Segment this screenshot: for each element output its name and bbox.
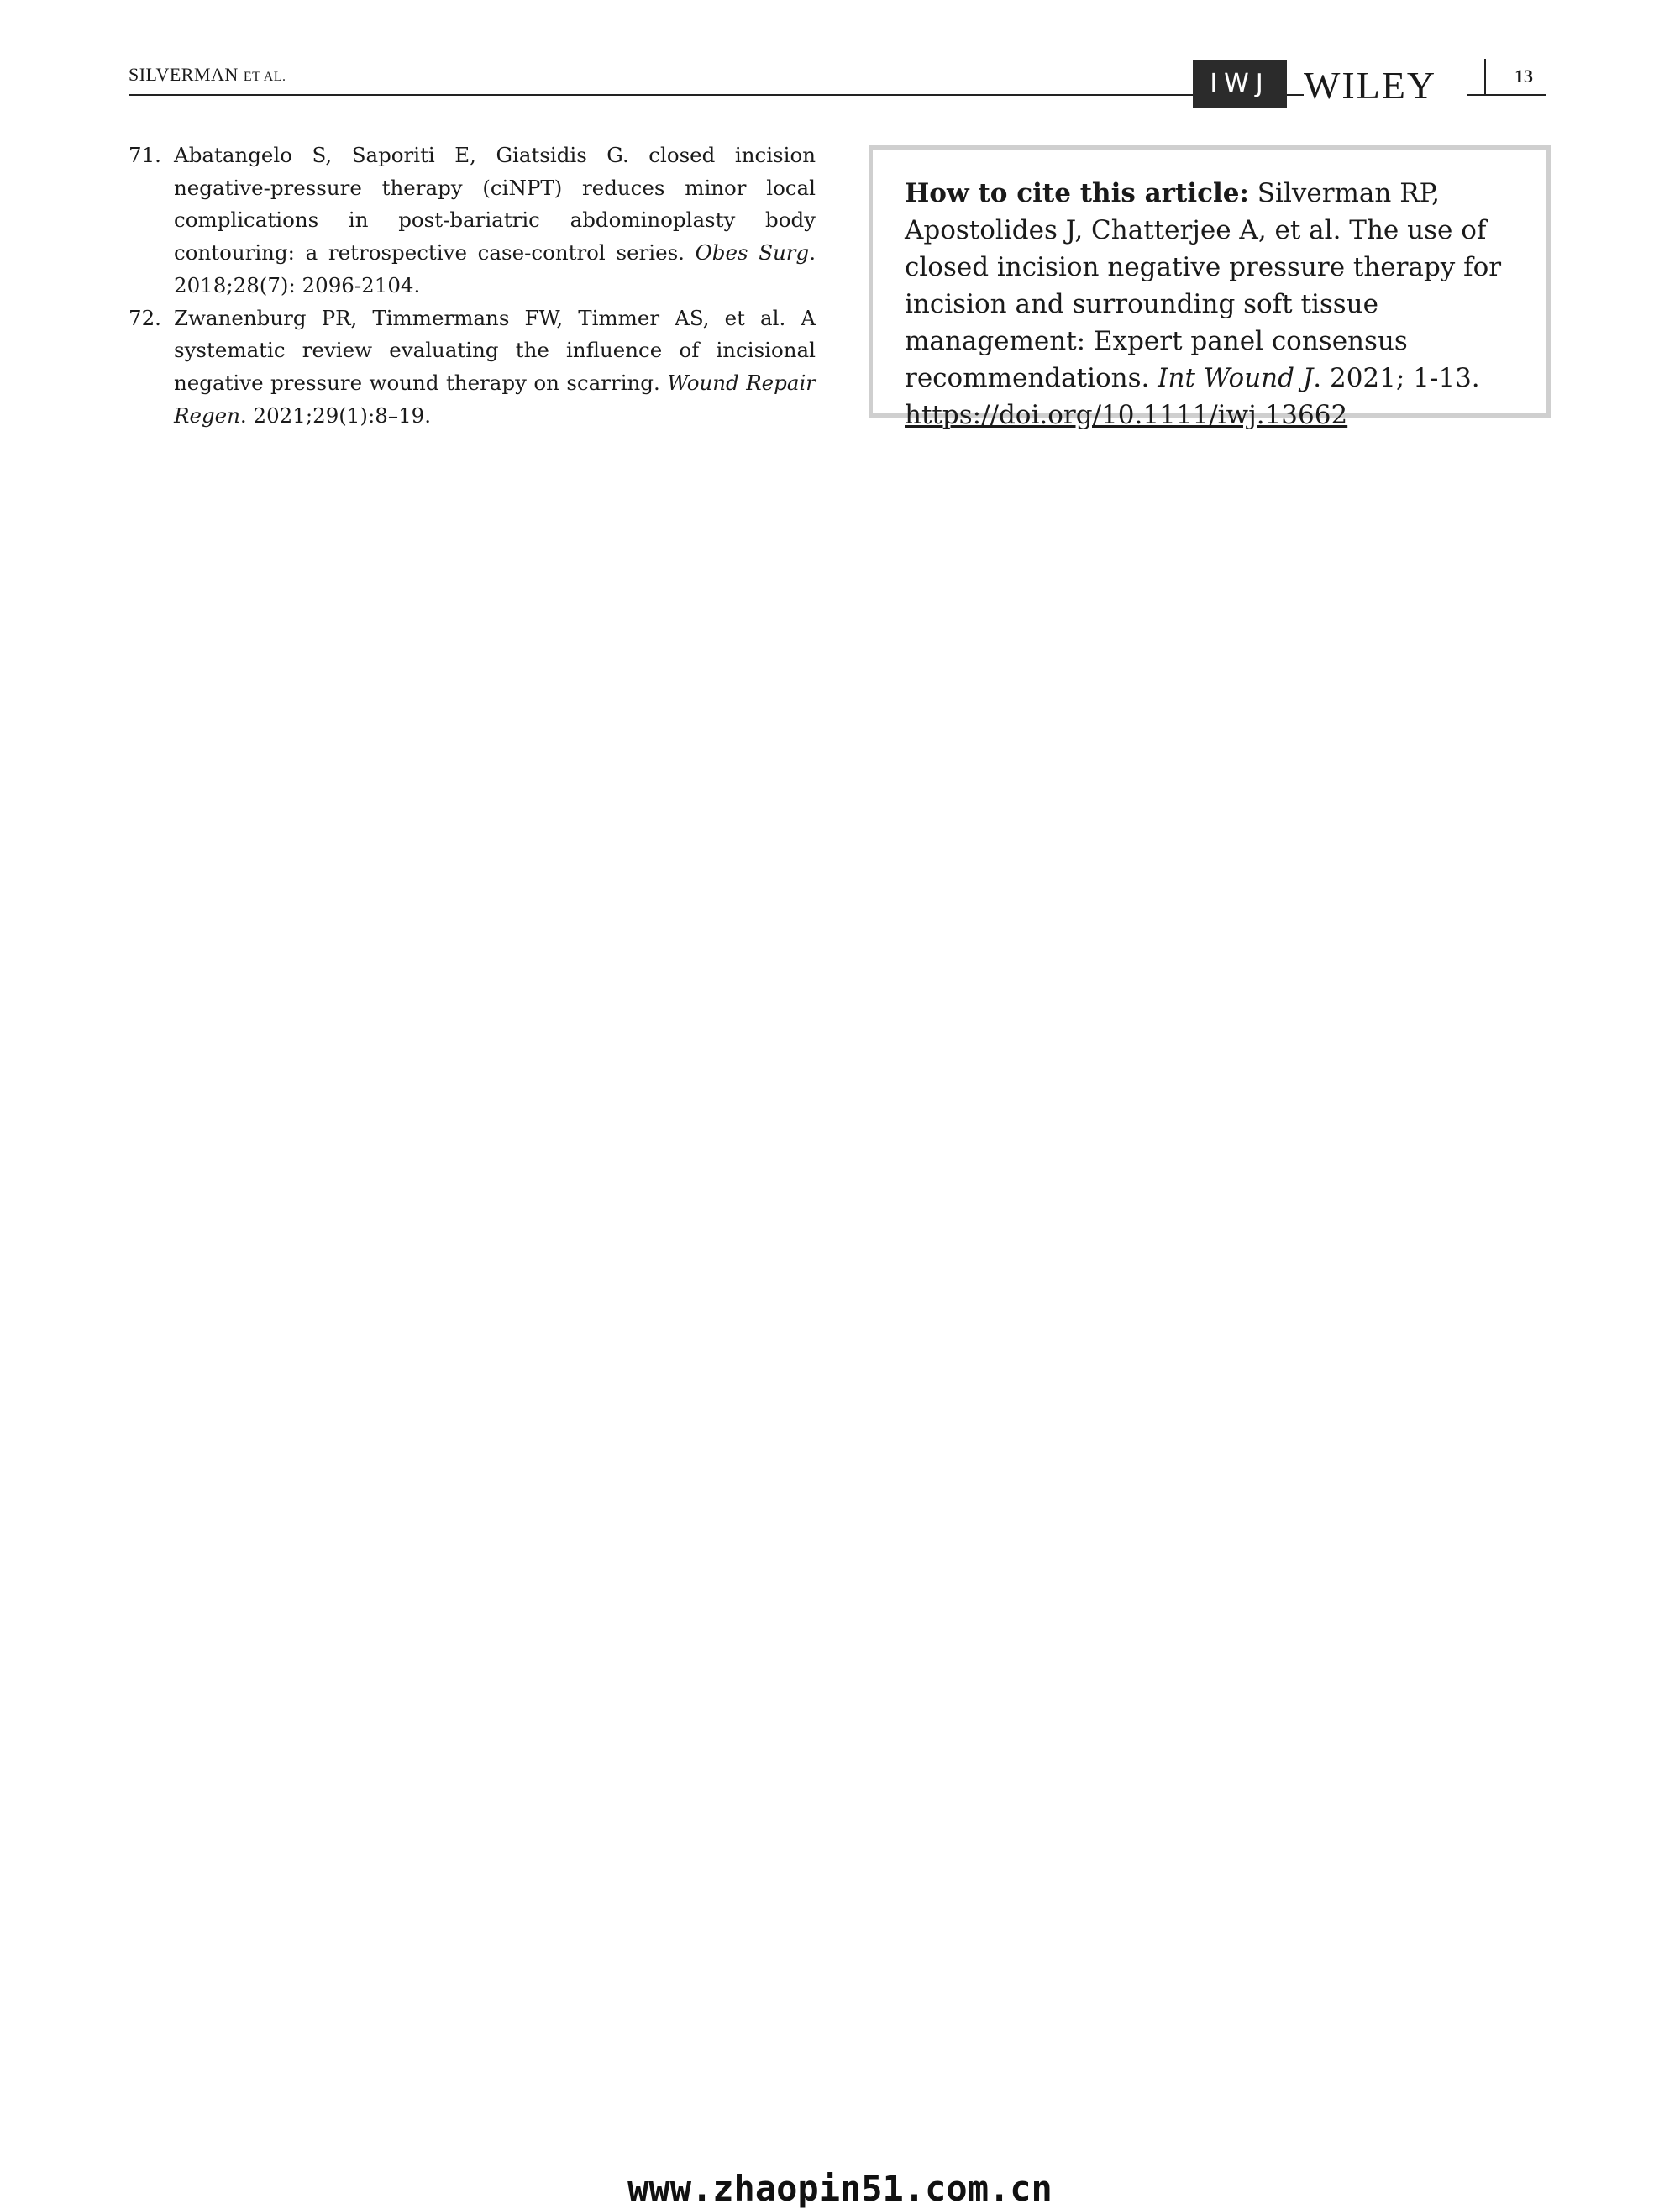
logo-rule-right (1467, 94, 1546, 96)
reference-details: . 2021;29(1):8–19. (239, 402, 432, 428)
reference-text: Zwanenburg PR, Timmermans FW, Timmer AS, et al. A systematic review evaluating the influence of incisional negative pressure wound therapy on scarring. (174, 305, 816, 395)
citation-year-pages: . 2021; 1-13. (1313, 363, 1480, 393)
reference-number: 71. (129, 143, 161, 167)
header-rule (129, 94, 1208, 96)
reference-item (129, 302, 816, 433)
running-head (129, 64, 286, 86)
header-divider (1484, 59, 1486, 96)
citation-text: Silverman RP, Apostolides J, Chatterjee A, et al. The use of closed incision negative pressure therapy for incision and surrounding soft tissue management: Expert panel consensus recommendations. (905, 178, 1502, 393)
citation-lead: How to cite this article: (905, 178, 1249, 208)
citation-box (869, 145, 1551, 430)
reference-details: . 2018;28(7): 2096-2104. (174, 240, 816, 297)
reference-text: Abatangelo S, Saporiti E, Giatsidis G. closed incision negative-pressure therapy (ciNPT) reduces minor local complications in post-bariatric abdominoplasty body contouring: a retrospective case-control series. (174, 143, 816, 266)
reference-number: 72. (129, 305, 161, 330)
watermark: www.zhaopin51.com.cn (627, 2168, 1053, 2209)
reference-journal: Obes Surg (695, 240, 810, 266)
page-number: 13 (1515, 66, 1533, 87)
running-head-authors: SILVERMAN (129, 64, 239, 85)
reference-journal: Wound Repair Regen (174, 370, 816, 428)
reference-list (129, 139, 816, 432)
doi-link[interactable]: https://doi.org/10.1111/iwj.13662 (905, 400, 1348, 430)
logo-rule-left (1287, 94, 1304, 96)
running-head-suffix: ET AL. (243, 70, 286, 84)
reference-item (129, 139, 816, 302)
page-header (129, 55, 1546, 107)
citation-journal: Int Wound J (1158, 363, 1314, 393)
publisher-logo: WILEY (1304, 64, 1437, 107)
journal-logo: IWJ (1193, 60, 1287, 108)
